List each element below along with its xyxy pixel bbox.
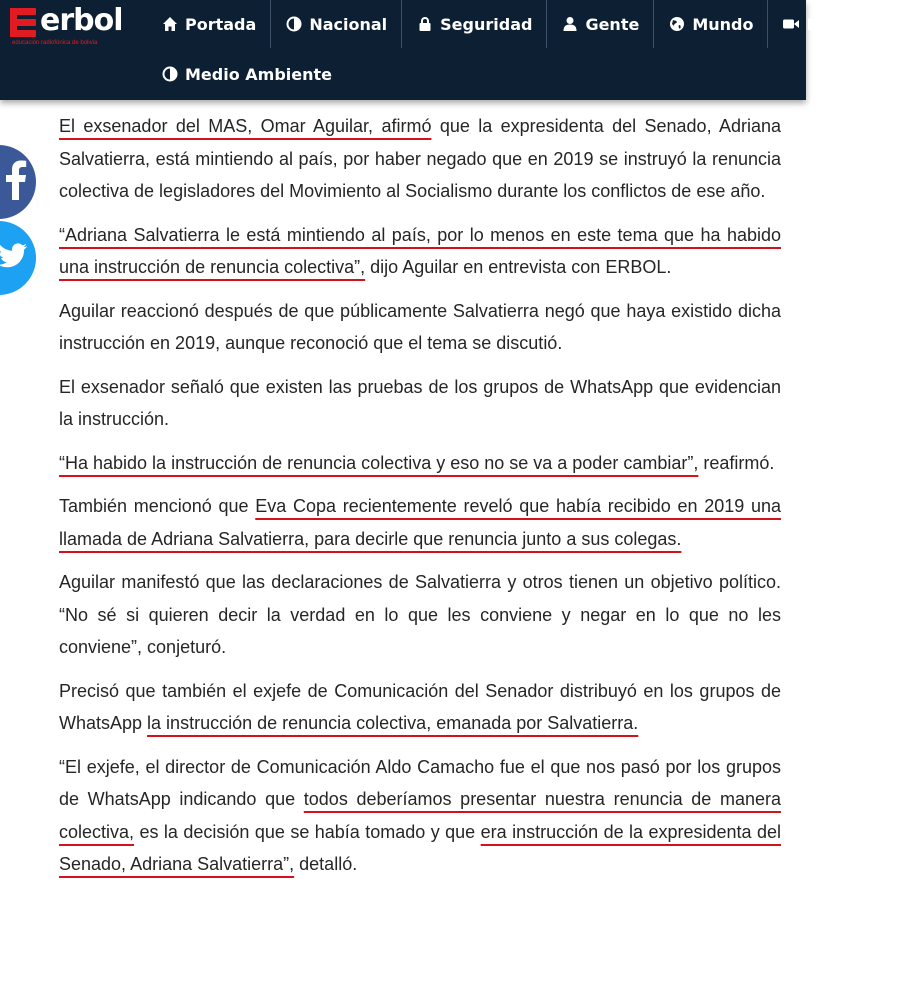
site-header [0, 0, 900, 100]
logo-text: erbol [40, 3, 123, 38]
half-circle-icon [285, 15, 303, 33]
nav-label: Portada [185, 14, 257, 34]
half-circle-icon [161, 65, 179, 83]
logo-mark-icon [10, 8, 38, 38]
facebook-icon [2, 160, 28, 205]
article-paragraph [59, 110, 781, 208]
paragraph-text: También mencionó que [59, 496, 256, 516]
article-paragraph: Aguilar manifestó que las declaraciones de Salvatierra y otros tienen un objetivo político. “No sé si quieren decir la verdad en lo que les conviene y negar en lo que no les conviene”, conjeturó. [59, 572, 781, 657]
nav-item-mundo[interactable] [653, 0, 767, 48]
highlighted-text: todos deberíamos presentar nuestra renuncia de manera colectiva, [59, 789, 781, 842]
nav-label: Seguridad [440, 14, 533, 34]
highlighted-text: “Ha habido la instrucción de renuncia colectiva y eso no se va a poder cambiar”, [59, 452, 699, 473]
highlighted-text: “Adriana Salvatierra le está mintiendo al país, por lo menos en este tema que ha habido una instrucción de renuncia colectiva”, [59, 224, 781, 277]
nav-item-medio-ambiente[interactable] [147, 54, 346, 94]
article-paragraph [59, 447, 781, 480]
paragraph-text: “El exjefe, el director de Comunicación Aldo Camacho fue el que nos pasó por los grupos de WhatsApp indicando que [59, 756, 781, 809]
globe-icon [668, 15, 686, 33]
article-paragraph [59, 490, 781, 555]
highlighted-text: El exsenador del MAS, Omar Aguilar, afirmó [59, 116, 432, 136]
paragraph-text: Precisó que también el exjefe de Comunicación del Senador distribuyó en los grupos de WhatsApp [59, 680, 781, 733]
home-icon [161, 15, 179, 33]
nav-label: Entrevista [806, 14, 900, 34]
article-paragraph [59, 751, 781, 881]
highlighted-text: era instrucción de la expresidenta del Senado, Adriana Salvatierra”, [59, 821, 781, 874]
site-logo[interactable] [10, 3, 123, 46]
nav-item-portada[interactable] [147, 0, 270, 48]
person-icon [561, 15, 579, 33]
nav-label: Nacional [309, 14, 388, 34]
nav-label: Mundo [692, 14, 754, 34]
twitter-share-button[interactable] [0, 221, 36, 295]
article-body [59, 110, 781, 892]
twitter-icon [0, 243, 28, 274]
paragraph-text: detalló. [294, 854, 358, 874]
article-paragraph [59, 219, 781, 284]
main-nav [147, 0, 913, 48]
article-paragraph: Aguilar reaccionó después de que públicamente Salvatierra negó que haya existido dicha instrucción en 2019, aunque reconoció que el tema se discutió. [59, 300, 781, 353]
nav-label: Medio Ambiente [185, 64, 333, 84]
lock-icon [416, 15, 434, 33]
paragraph-text: dijo Aguilar en entrevista con ERBOL. [365, 257, 672, 277]
article-paragraph: El exsenador señaló que existen las pruebas de los grupos de WhatsApp que evidencian la instrucción. [59, 376, 781, 429]
video-camera-icon [782, 15, 800, 33]
nav-item-entrevista[interactable] [767, 0, 913, 48]
facebook-share-button[interactable] [0, 145, 36, 219]
paragraph-text: es la decisión que se había tomado y que [134, 821, 481, 842]
nav-item-nacional[interactable] [270, 0, 401, 48]
article-paragraph [59, 675, 781, 740]
nav-item-gente[interactable] [546, 0, 653, 48]
nav-item-seguridad[interactable] [401, 0, 546, 48]
logo-tagline: educación radiofónica de bolivia [12, 40, 98, 46]
highlighted-text: Eva Copa recientemente reveló que había recibido en 2019 una llamada de Adriana Salvatierra, para decirle que renuncia junto a sus colegas. [59, 496, 781, 549]
paragraph-text: reafirmó. [698, 452, 775, 473]
paragraph-text: que la expresidenta del Senado, Adriana Salvatierra, está mintiendo al país, por haber negado que en 2019 se instruyó la renuncia colectiva de legisladores del Movimiento al Socialismo durante los conflictos de ese año. [59, 116, 781, 201]
highlighted-text: la instrucción de renuncia colectiva, emanada por Salvatierra. [147, 713, 639, 733]
nav-label: Gente [585, 14, 640, 34]
